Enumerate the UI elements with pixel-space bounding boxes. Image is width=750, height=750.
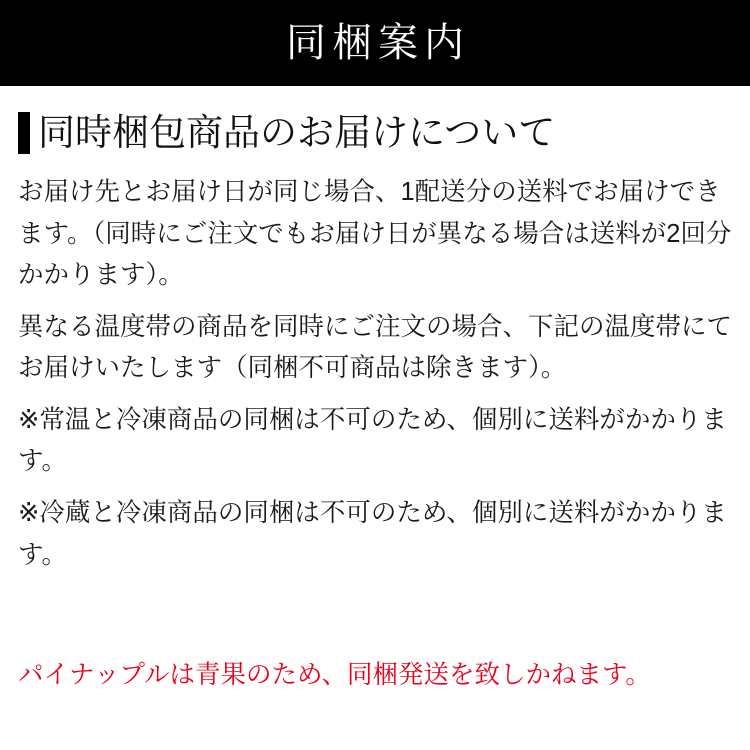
content-area bbox=[0, 112, 750, 576]
paragraph-shipping-same-address: お届け先とお届け日が同じ場合、1配送分の送料でお届けできます。（同時にご注文でもお届け日が異なる場合は送料が2回分かかります）。 bbox=[18, 178, 732, 290]
heading-accent-bar bbox=[18, 112, 30, 154]
pineapple-notice: パイナップルは青果のため、同梱発送を致しかねます。 bbox=[18, 660, 651, 689]
header-bar bbox=[0, 0, 750, 86]
paragraph-ambient-frozen-note: ※常温と冷凍商品の同梱は不可のため、個別に送料がかかります。 bbox=[18, 405, 727, 476]
body-text-block bbox=[18, 172, 732, 576]
section-heading-text: 同時梱包商品のお届けについて bbox=[38, 111, 556, 153]
section-heading bbox=[18, 112, 732, 154]
paragraph-temperature-zone: 異なる温度帯の商品を同時にご注文の場合、下記の温度帯にてお届けいたします（同梱不可商品は除きます）。 bbox=[18, 312, 733, 383]
page-title: 同梱案内 bbox=[286, 21, 470, 65]
paragraph-chilled-frozen-note: ※冷蔵と冷凍商品の同梱は不可のため、個別に送料がかかります。 bbox=[18, 498, 727, 569]
